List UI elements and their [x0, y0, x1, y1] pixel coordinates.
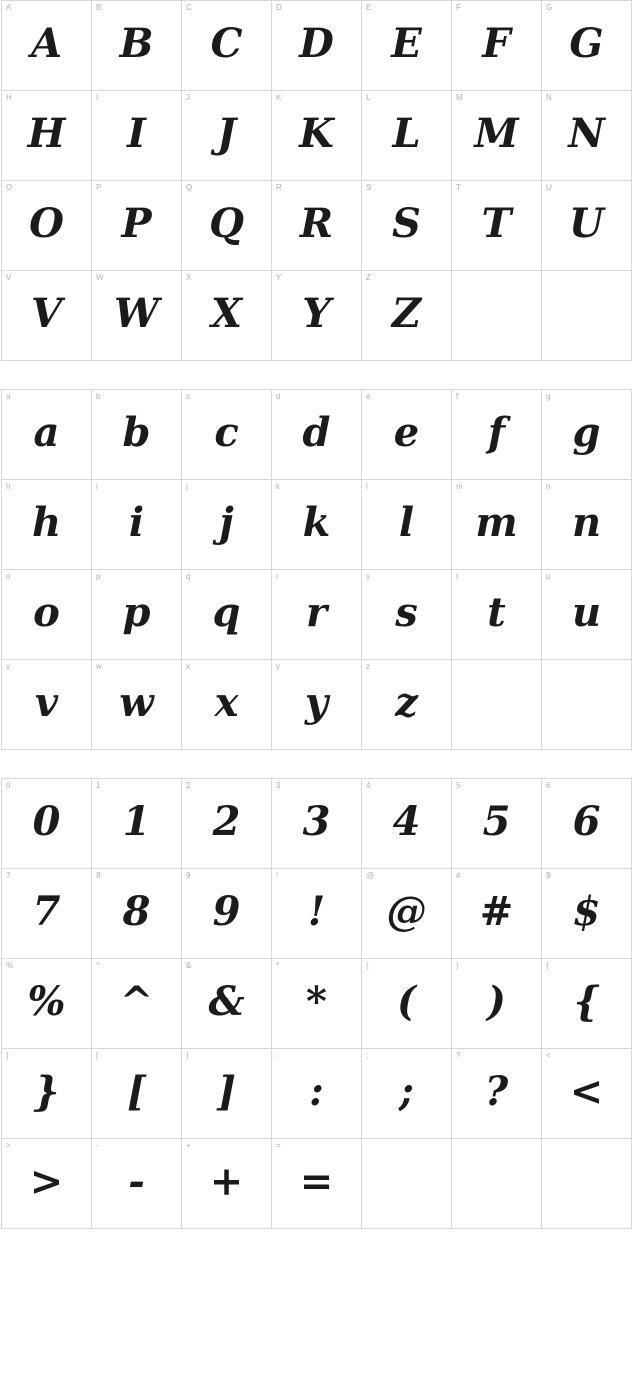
glyph-character: X — [210, 289, 243, 337]
glyph-code-label: M — [456, 93, 463, 102]
glyph-character: * — [306, 977, 327, 1025]
glyph-code-label: u — [546, 572, 551, 581]
glyph-cell — [272, 779, 362, 869]
glyph-code-label: j — [186, 482, 188, 491]
glyph-cell — [362, 91, 452, 181]
glyph-code-label: @ — [366, 871, 375, 880]
glyph-character: ; — [399, 1067, 414, 1115]
glyph-character: [ — [127, 1067, 146, 1115]
glyph-character: k — [302, 498, 331, 546]
glyph-code-label: l — [366, 482, 368, 491]
glyph-code-label: > — [6, 1141, 11, 1150]
glyph-character: t — [487, 588, 506, 636]
glyph-character: y — [304, 678, 329, 726]
glyph-cell — [2, 570, 92, 660]
glyph-cell — [362, 1, 452, 91]
glyph-cell — [452, 91, 542, 181]
glyph-character: u — [571, 588, 602, 636]
glyph-character: p — [122, 588, 151, 636]
glyph-code-label: ( — [366, 961, 369, 970]
glyph-cell — [2, 390, 92, 480]
glyph-character: m — [475, 498, 518, 546]
glyph-code-label: & — [186, 961, 192, 970]
glyph-code-label: w — [96, 662, 102, 671]
glyph-cell — [272, 869, 362, 959]
glyph-cell — [2, 271, 92, 361]
glyph-code-label: } — [6, 1051, 9, 1060]
glyph-character: + — [209, 1157, 244, 1205]
glyph-cell — [542, 570, 632, 660]
lowercase-grid — [1, 389, 632, 750]
glyph-cell — [92, 1, 182, 91]
glyph-character: 3 — [302, 797, 331, 845]
glyph-character: Y — [302, 289, 331, 337]
glyph-code-label: Q — [186, 183, 193, 192]
glyph-character: r — [305, 588, 328, 636]
glyph-code-label: z — [366, 662, 370, 671]
glyph-character: ^ — [119, 977, 154, 1025]
glyph-character — [452, 660, 541, 749]
glyph-code-label: y — [276, 662, 280, 671]
glyph-code-label: % — [6, 961, 14, 970]
glyph-cell — [2, 1139, 92, 1229]
glyph-cell — [272, 959, 362, 1049]
glyph-cell — [272, 1049, 362, 1139]
glyph-code-label: C — [186, 3, 192, 12]
glyph-code-label: V — [6, 273, 12, 282]
glyph-character — [362, 1139, 451, 1228]
glyph-cell — [92, 181, 182, 271]
glyph-character: : — [309, 1067, 324, 1115]
glyph-code-label: t — [456, 572, 459, 581]
glyph-code-label: 5 — [456, 781, 461, 790]
glyph-cell — [182, 959, 272, 1049]
glyph-code-label: ] — [186, 1051, 189, 1060]
glyph-code-label: b — [96, 392, 101, 401]
glyph-code-label: [ — [96, 1051, 99, 1060]
glyph-character — [452, 1139, 541, 1228]
glyph-character: 6 — [572, 797, 601, 845]
glyph-cell — [362, 271, 452, 361]
glyph-code-label: + — [186, 1141, 191, 1150]
glyph-cell — [272, 91, 362, 181]
glyph-code-label: = — [276, 1141, 281, 1150]
symbols-grid — [1, 778, 632, 1229]
glyph-cell — [182, 1139, 272, 1229]
glyph-character: q — [212, 588, 241, 636]
glyph-cell-empty — [542, 271, 632, 361]
glyph-code-label: p — [96, 572, 101, 581]
glyph-cell — [182, 1, 272, 91]
glyph-code-label: Y — [276, 273, 282, 282]
glyph-character: 9 — [212, 887, 241, 935]
glyph-cell — [272, 1139, 362, 1229]
glyph-cell — [362, 959, 452, 1049]
glyph-code-label: Z — [366, 273, 371, 282]
glyph-cell — [362, 390, 452, 480]
glyph-code-label: B — [96, 3, 102, 12]
glyph-character: @ — [386, 887, 427, 935]
glyph-character: A — [30, 19, 63, 67]
glyph-character: h — [31, 498, 62, 546]
glyph-cell — [542, 779, 632, 869]
glyph-character: O — [29, 199, 64, 247]
glyph-code-label: 2 — [186, 781, 191, 790]
glyph-cell — [362, 660, 452, 750]
glyph-character: R — [299, 199, 334, 247]
glyph-cell-empty — [542, 1139, 632, 1229]
glyph-code-label: x — [186, 662, 190, 671]
glyph-cell — [452, 181, 542, 271]
glyph-code-label: 4 — [366, 781, 371, 790]
glyph-cell — [452, 1, 542, 91]
glyph-cell — [92, 779, 182, 869]
glyph-character: ] — [217, 1067, 236, 1115]
glyph-code-label: m — [456, 482, 463, 491]
glyph-cell — [2, 181, 92, 271]
glyph-character: F — [482, 19, 511, 67]
glyph-code-label: g — [546, 392, 551, 401]
glyph-code-label: ; — [366, 1051, 369, 1060]
glyph-code-label: 8 — [96, 871, 101, 880]
glyph-character: z — [395, 678, 418, 726]
glyph-cell — [92, 959, 182, 1049]
glyph-cell — [452, 869, 542, 959]
glyph-cell — [362, 480, 452, 570]
glyph-cell — [182, 660, 272, 750]
glyph-cell — [542, 959, 632, 1049]
glyph-code-label: : — [276, 1051, 279, 1060]
glyph-character: E — [391, 19, 422, 67]
glyph-character: e — [393, 408, 420, 456]
glyph-character — [452, 271, 541, 360]
glyph-cell — [452, 390, 542, 480]
glyph-cell — [272, 660, 362, 750]
glyph-code-label: J — [186, 93, 190, 102]
glyph-character: j — [219, 498, 234, 546]
glyph-cell-empty — [452, 271, 542, 361]
glyph-cell — [452, 959, 542, 1049]
glyph-cell — [2, 869, 92, 959]
glyph-code-label: E — [366, 3, 372, 12]
glyph-code-label: h — [6, 482, 11, 491]
glyph-character: M — [474, 109, 519, 157]
glyph-cell — [2, 1, 92, 91]
glyph-character: g — [572, 408, 601, 456]
glyph-code-label: F — [456, 3, 461, 12]
glyph-cell — [2, 91, 92, 181]
glyph-character: S — [392, 199, 421, 247]
glyph-cell — [452, 570, 542, 660]
glyph-cell — [182, 91, 272, 181]
glyph-cell — [452, 1049, 542, 1139]
glyph-cell — [182, 570, 272, 660]
glyph-cell — [362, 181, 452, 271]
glyph-cell — [92, 869, 182, 959]
glyph-character: & — [208, 977, 245, 1025]
glyph-cell — [542, 390, 632, 480]
glyph-code-label: K — [276, 93, 282, 102]
glyph-code-label: O — [6, 183, 13, 192]
glyph-character: f — [487, 408, 506, 456]
glyph-character: % — [27, 977, 66, 1025]
glyph-code-label: L — [366, 93, 371, 102]
glyph-character: > — [29, 1157, 64, 1205]
glyph-code-label: 0 — [6, 781, 11, 790]
glyph-cell — [362, 779, 452, 869]
glyph-character: V — [30, 289, 63, 337]
glyph-character: # — [479, 887, 514, 935]
glyph-cell-empty — [542, 660, 632, 750]
glyph-character: W — [114, 289, 159, 337]
glyph-code-label: U — [546, 183, 552, 192]
glyph-cell — [542, 181, 632, 271]
glyph-character: 1 — [122, 797, 151, 845]
glyph-code-label: c — [186, 392, 190, 401]
glyph-character: 4 — [392, 797, 421, 845]
glyph-cell — [362, 570, 452, 660]
glyph-cell — [182, 779, 272, 869]
block-divider — [0, 361, 640, 389]
block-divider — [0, 750, 640, 778]
glyph-cell — [92, 570, 182, 660]
glyph-code-label: 7 — [6, 871, 11, 880]
glyph-code-label: S — [366, 183, 372, 192]
glyph-character: o — [33, 588, 60, 636]
glyph-character: = — [299, 1157, 334, 1205]
glyph-character: b — [122, 408, 151, 456]
glyph-character: 7 — [32, 887, 61, 935]
glyph-character: Q — [209, 199, 244, 247]
glyph-cell-empty — [362, 1139, 452, 1229]
uppercase-block — [0, 0, 640, 361]
glyph-cell — [92, 480, 182, 570]
glyph-cell — [272, 570, 362, 660]
glyph-code-label: k — [276, 482, 280, 491]
glyph-code-label: n — [546, 482, 551, 491]
glyph-character: x — [214, 678, 239, 726]
glyph-character: 8 — [122, 887, 151, 935]
glyph-cell — [542, 869, 632, 959]
glyph-code-label: d — [276, 392, 281, 401]
glyph-cell-empty — [452, 660, 542, 750]
glyph-code-label: < — [546, 1051, 551, 1060]
glyph-code-label: P — [96, 183, 102, 192]
glyph-code-label: W — [96, 273, 104, 282]
uppercase-grid — [1, 0, 632, 361]
glyph-code-label: 6 — [546, 781, 551, 790]
glyph-code-label: ? — [456, 1051, 461, 1060]
glyph-character: U — [569, 199, 604, 247]
glyph-character: H — [27, 109, 66, 157]
glyph-code-label: D — [276, 3, 282, 12]
glyph-cell — [2, 779, 92, 869]
glyph-code-label: 3 — [276, 781, 281, 790]
glyph-cell — [92, 271, 182, 361]
glyph-cell — [272, 480, 362, 570]
glyph-character: G — [569, 19, 604, 67]
glyph-code-label: 1 — [96, 781, 101, 790]
glyph-character: l — [398, 498, 415, 546]
glyph-character: s — [395, 588, 418, 636]
glyph-cell — [542, 1, 632, 91]
glyph-character: a — [33, 408, 60, 456]
glyph-code-label: ^ — [96, 961, 100, 970]
glyph-code-label: r — [276, 572, 279, 581]
glyph-character: L — [392, 109, 421, 157]
glyph-character: { — [573, 977, 600, 1025]
glyph-cell-empty — [452, 1139, 542, 1229]
glyph-character: J — [217, 109, 236, 157]
glyph-cell — [92, 390, 182, 480]
glyph-code-label: i — [96, 482, 98, 491]
glyph-code-label: s — [366, 572, 370, 581]
glyph-code-label: e — [366, 392, 371, 401]
glyph-character: n — [571, 498, 602, 546]
glyph-character: ( — [397, 977, 416, 1025]
glyph-character: T — [481, 199, 512, 247]
glyph-cell — [182, 181, 272, 271]
glyph-cell — [182, 1049, 272, 1139]
glyph-cell — [92, 1139, 182, 1229]
glyph-code-label: N — [546, 93, 552, 102]
glyph-character: ! — [307, 887, 326, 935]
glyph-character: P — [121, 199, 152, 247]
glyph-code-label: T — [456, 183, 461, 192]
glyph-cell — [92, 660, 182, 750]
glyph-cell — [92, 91, 182, 181]
glyph-character — [542, 1139, 631, 1228]
glyph-character: D — [299, 19, 334, 67]
glyph-code-label: ) — [456, 961, 459, 970]
glyph-code-label: G — [546, 3, 553, 12]
glyph-cell — [182, 271, 272, 361]
glyph-cell — [182, 480, 272, 570]
glyph-character: v — [34, 678, 59, 726]
glyph-character: B — [119, 19, 154, 67]
glyph-code-label: H — [6, 93, 12, 102]
glyph-character: ) — [487, 977, 506, 1025]
glyph-character: c — [214, 408, 239, 456]
glyph-cell — [182, 390, 272, 480]
glyph-cell — [272, 390, 362, 480]
glyph-cell — [362, 869, 452, 959]
glyph-code-label: 9 — [186, 871, 191, 880]
glyph-code-label: R — [276, 183, 282, 192]
glyph-code-label: { — [546, 961, 549, 970]
glyph-code-label: v — [6, 662, 10, 671]
glyph-character — [542, 660, 631, 749]
glyph-cell — [362, 1049, 452, 1139]
glyph-character: w — [119, 678, 154, 726]
glyph-cell — [542, 1049, 632, 1139]
glyph-cell — [272, 1, 362, 91]
glyph-code-label: q — [186, 572, 191, 581]
glyph-code-label: - — [96, 1141, 99, 1150]
glyph-cell — [2, 1049, 92, 1139]
glyph-character: C — [210, 19, 243, 67]
glyph-cell — [452, 779, 542, 869]
glyph-code-label: f — [456, 392, 459, 401]
glyph-character: K — [299, 109, 334, 157]
glyph-character: N — [568, 109, 605, 157]
glyph-cell — [542, 480, 632, 570]
glyph-character: < — [569, 1067, 604, 1115]
glyph-character: - — [128, 1157, 145, 1205]
glyph-cell — [272, 271, 362, 361]
glyph-character: 2 — [212, 797, 241, 845]
glyph-cell — [92, 1049, 182, 1139]
glyph-character: 5 — [482, 797, 511, 845]
glyph-code-label: X — [186, 273, 192, 282]
glyph-code-label: o — [6, 572, 11, 581]
glyph-character — [542, 271, 631, 360]
lowercase-block — [0, 389, 640, 750]
glyph-code-label: ! — [276, 871, 279, 880]
glyph-character: 0 — [32, 797, 61, 845]
glyph-character: ? — [484, 1067, 509, 1115]
glyph-cell — [182, 869, 272, 959]
glyph-cell — [2, 959, 92, 1049]
glyph-character: I — [127, 109, 146, 157]
glyph-cell — [272, 181, 362, 271]
glyph-character: } — [33, 1067, 60, 1115]
glyph-cell — [2, 480, 92, 570]
glyph-code-label: a — [6, 392, 11, 401]
glyph-cell — [452, 480, 542, 570]
glyph-character: $ — [572, 887, 601, 935]
symbols-block — [0, 778, 640, 1229]
glyph-code-label: * — [276, 961, 280, 970]
glyph-code-label: $ — [546, 871, 551, 880]
glyph-cell — [542, 91, 632, 181]
glyph-character: i — [128, 498, 145, 546]
glyph-character: d — [302, 408, 331, 456]
glyph-code-label: A — [6, 3, 12, 12]
glyph-code-label: # — [456, 871, 461, 880]
glyph-character: Z — [391, 289, 422, 337]
glyph-code-label: I — [96, 93, 99, 102]
glyph-cell — [2, 660, 92, 750]
